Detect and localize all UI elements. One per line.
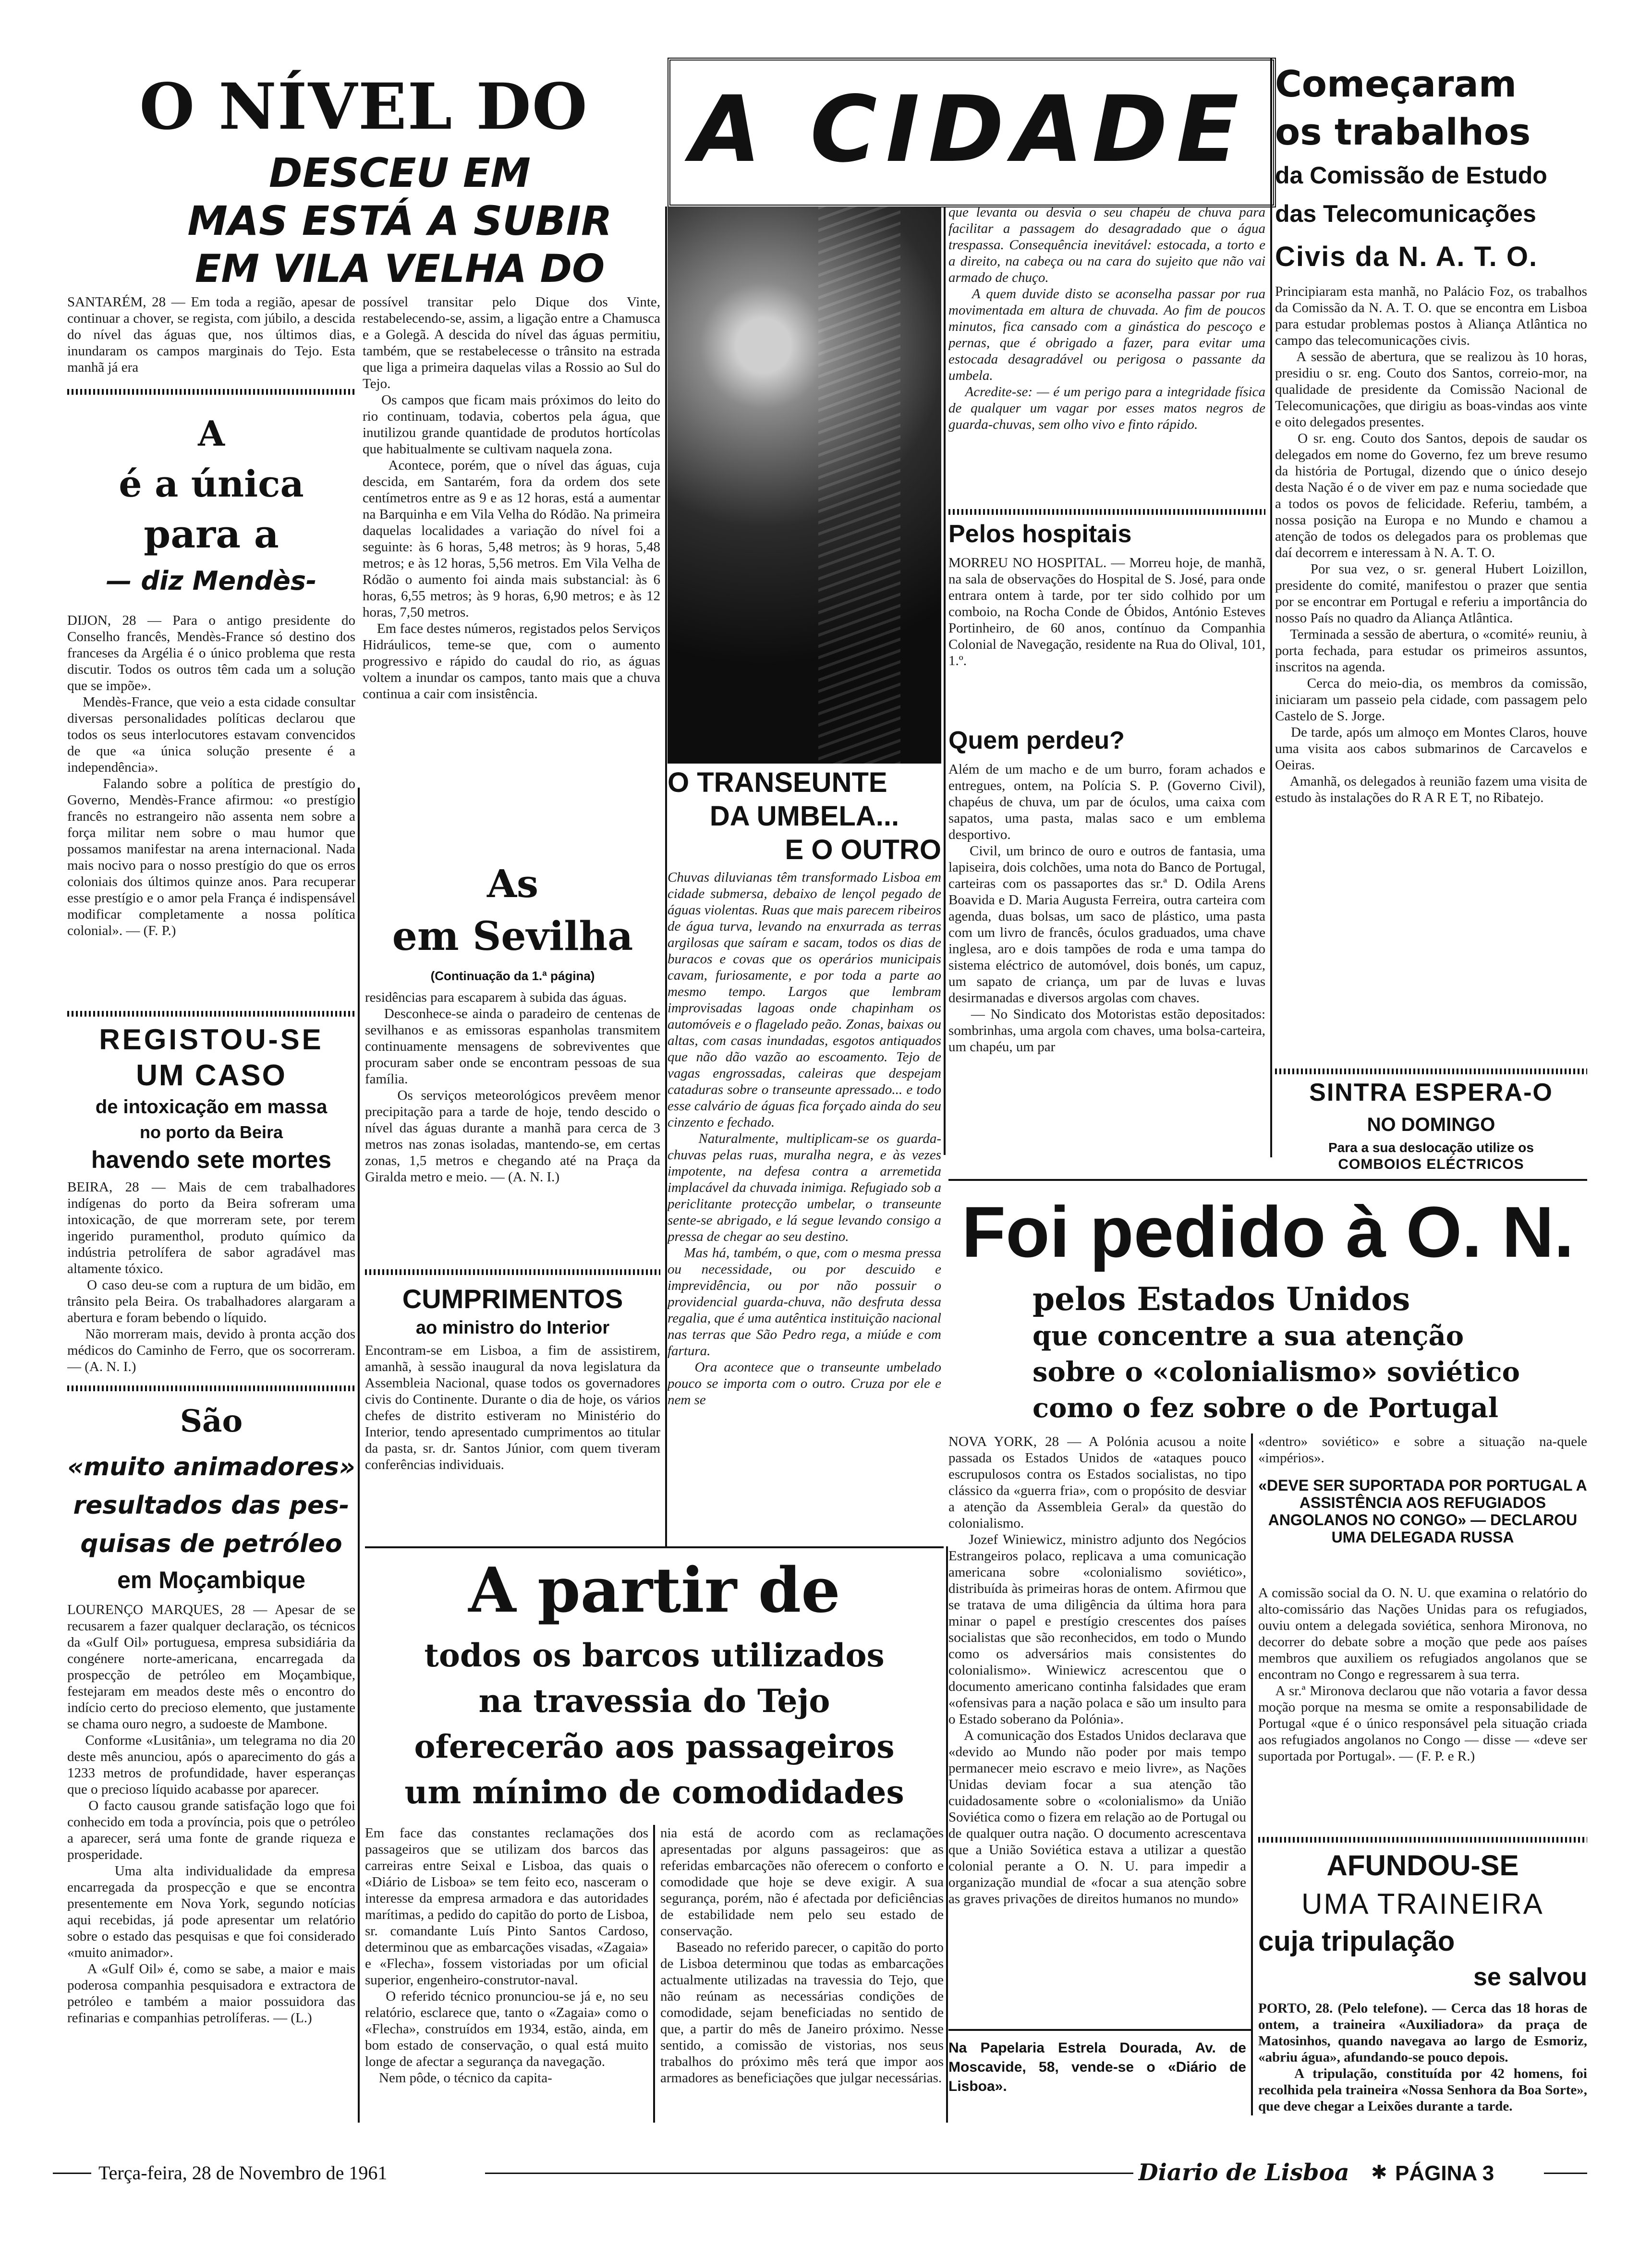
nato-headline-1: Começaram <box>1275 62 1517 105</box>
janeiro-subhead-3: oferecerão aos passageiros <box>414 1728 895 1765</box>
divider <box>365 1269 660 1275</box>
footer-rule <box>1544 2173 1587 2174</box>
janeiro-subhead-4: um mínimo de comodidades <box>404 1773 904 1811</box>
petroleo-subhead-4: em Moçambique <box>117 1567 305 1593</box>
column-rule <box>653 1825 655 2123</box>
argelia-body: DIJON, 28 — Para o antigo presidente do Conselho francês, Mendès-France só destino dos franceses da Argélia é o único problema que resta discutir. Todos os outros têm cada um a solução que se impõe». Mendès-France, que veio a esta cidade consultar diversas personalidades políticas declarou que todos os seus interlocutores estavam convencidos de que «a única solução presente é a independência». Falando sobre a política de prestígio do Governo, Mendès-France afirmou: «o prestígio francês no estrangeiro não assenta nem sobre a força militar nem sobre o mau humor que possamos manifestar na arena internacional. Nada mais nocivo para o nosso prestígio do que os erros coloniais dos últimos quinze anos. Para recuperar esse prestígio e o amor pela França é indispensável modificar completamente a nossa política colonial». — (F. P.) <box>67 613 355 938</box>
beira-subhead-2: de intoxicação em massa <box>95 1096 328 1117</box>
cumprimentos-headline: CUMPRIMENTOS <box>402 1284 623 1314</box>
sintra-headline: SINTRA ESPERA-O <box>1309 1079 1553 1106</box>
tejo-subhead-1: DESCEU EM <box>268 149 531 196</box>
traineira-subhead-3: se salvou <box>1473 1963 1587 1991</box>
janeiro-column-a: Em face das constantes reclamações dos passageiros que se utilizam dos barcos das carreiras entre Seixal e Lisboa, das quais o «Diário de Lisboa» se tem feito eco, nasceram o interesse da empresa armadora e das autoridades marítimas, a pedido do capitão do porto de Lisboa, sr. comandante Luís Pinto Santos Cardoso, determinou que as embarcações visadas, «Zagaia» e «Flecha», fossem vistoriadas por um oficial superior, engenheiro-construtor-naval. O referido técnico pronunciou-se já e, no seu relatório, esclarece que, tanto o «Zagaia» como o «Flecha», construídos em 1934, estão, ainda, em bom estado de conservação, o qual está muito longe de afectar a segurança da navegação. Nem pôde, o técnico da capita- <box>365 1825 648 2086</box>
cumprimentos-body: Encontram-se em Lisboa, a fim de assistirem, amanhã, à sessão inaugural da nova legislatura da Assembleia Nacional, quase todos os governadores civis do Continente. Durante o dia de hoje, os vários chefes de distrito estiveram no Ministério do Interior, tendo apresentado cumprimentos ao titular da pasta, sr. dr. Santos Júnior, com quem tiveram conferências individuais. <box>365 1343 660 1472</box>
onu-column-a: NOVA YORK, 28 — A Polónia acusou a noite passada os Estados Unidos de «ataques pouco escrupulosos contra os Estados socialistas, no tipo clássico da «guerra fria», com o propósito de desviar a atenção da Assembleia Geral» da questão do colonialismo. Jozef Winiewicz, ministro adjunto dos Negócios Estrangeiros polaco, replicava a uma comunicação americana sobre «colonialismo soviético», distribuída às primeiras horas de ontem. Afirmou que se tratava de uma diligência da última hora para minar o papel e prestígio crescentes dos países socialistas que são reconhecidos, em todo o Mundo como os adversários mais consistentes do colonialismo». Winiewicz acrescentou que o documento americano continha falsidades que eram «ofensivas para a nação polaca e são um insulto para o Estado soberano da Polónia». A comunicação dos Estados Unidos declarava que «devido ao Mundo não poder por mais tempo permanecer meio escravo e meio livre», as Nações Unidas deviam focar a sua atenção tão cuidadosamente sobre o «colonialismo» da União Soviética como o fizera em relação ao de Portugal ou de qualquer outra nação. O documento acrescentava que a União Soviética estava a utilizar a questão colonial perante a O. N. U. para impedir a organização mundial de «focar a sua atenção sobre as graves privações de direitos humanos no mundo» <box>948 1434 1246 1907</box>
sintra-subhead: NO DOMINGO <box>1367 1114 1495 1135</box>
column-rule <box>1270 58 1272 1157</box>
beira-body: BEIRA, 28 — Mais de cem trabalhadores indígenas do porto da Beira sofreram uma intoxicação, de que morreram sete, por terem ingerido puramenthol, produto químico da indústria petrolífera de sabor agradável mas altamente tóxico. O caso deu-se com a ruptura de um bidão, em trânsito pela Beira. Os trabalhadores alargaram a abertura e foram bebendo o líquido. Não morreram mais, devido à pronta acção dos médicos do Caminho de Ferro, que os socorreram. — (A. N. I.) <box>67 1179 355 1374</box>
argelia-subhead-1: é a única <box>119 462 304 505</box>
star-icon: ✱ <box>1371 2162 1387 2184</box>
hospitais-body: MORREU NO HOSPITAL. — Morreu hoje, de manhã, na sala de observações do Hospital de S. José, para onde entrara ontem à tarde, por ter sido colhido por um comboio, na Rocha Conde de Óbidos, António Esteves Portinheiro, de 60 anos, contínuo da Companhia Colonial de Navegação, residente na Rua do Olival, 101, 1.º. <box>948 555 1265 668</box>
transeunte-headline-1: O TRANSEUNTE <box>668 767 887 798</box>
cidade-column-b: Chuvas diluvianas têm transformado Lisboa em cidade submersa, debaixo de lençol pegado de águas violentas. Ruas que mais parecem ribeiros de água turva, levando na enxurrada as terras argilosas que saíram e sacam, todos os dias de buracos e covas que os operários municipais cavam, furiosamente, e por toda a parte ao mesmo tempo. Largos que lembram improvisadas lagoas onde chapinham os automóveis e o flagelado peão. Zonas, baixas ou altas, com casas inundadas, esgotos antiquados que não dão vazão ao escoamento. Tejo de vagas engrossadas, caleiras que despejam cataduras sobre o transeunte apressado... e todo esse calvário de águas fica forçado ainda do seu cinzento e fechado. Naturalmente, multiplicam-se os guarda-chuvas pelas ruas, muralha negra, e às vezes impotente, na defesa contra a arremetida implacável da chuvada inimiga. Refugiado sob a periclitante protecção umbelar, o transeunte sente-se abrigado, e lá segue levando consigo a pressa de chegar ao seu destino. Mas há, também, o que, com o mesma pressa ou necessidade, ou por descuido e imprevidência, ou por não possuir o providencial guarda-chuva, não desfruta dessa regalia, que é uma autêntica instituição nacional nas terras que São Pedro rega, a miúde e com fartura. Ora acontece que o transeunte umbelado pouco se importa com o outro. Cruza por ele e nem se <box>668 870 941 1408</box>
onu-column-b: «dentro» soviético» e sobre a situação na-quele «impérios». <box>1258 1434 1587 1466</box>
footer-date: Terça-feira, 28 de Novembro de 1961 <box>98 2162 388 2184</box>
divider <box>67 1011 355 1017</box>
column-rule <box>358 788 360 2123</box>
divider <box>1275 1069 1587 1074</box>
tejo-body-left: SANTARÉM, 28 — Em toda a região, apesar de continuar a chover, se regista, com júbilo, a descida do nível das águas que, nos últimos dias, inundaram os campos marginais do Tejo. Esta manhã já era <box>67 294 355 375</box>
divider <box>1258 1837 1587 1843</box>
tejo-body-right: possível transitar pelo Dique dos Vinte, restabelecendo-se, assim, a ligação entre a Chamusca e a Golegã. A descida do nível das águas permitiu, também, que se restabelecesse o trânsito na estrada que liga a primeira daquelas vilas a Rossio ao Sul do Tejo. Os campos que ficam mais próximos do leito do rio continuam, todavia, cobertos pela água, que inutilizou grande quantidade de produtos hortícolas que habitualmente se cultivam naquela zona. Acontece, porém, que o nível das águas, cuja descida, em Santarém, fora da ordem dos sete centímetros entre as 9 e as 12 horas, está a aumentar na Barquinha e em Vila Velha do Ródão. Na primeira daquelas localidades a variação do nível foi a seguinte: às 6 horas, 5,48 metros; às 9 horas, 5,48 metros; e às 12 horas, 5,56 metros. Em Vila Velha de Ródão o aumento foi ainda mais substancial: às 6 horas, 6,55 metros; às 9 horas, 6,90 metros; e às 12 horas, 7,50 metros. Em face destes números, registados pelos Serviços Hidráulicos, teme-se que, com o aumento progressivo e rápido do caudal do rio, as águas voltem a inundar os campos, tanto mais que a chuva continua a cair com insistência. <box>363 294 660 702</box>
hospitais-headline: Pelos hospitais <box>948 520 1132 548</box>
sintra-line-1: Para a sua deslocação utilize os <box>1328 1140 1534 1155</box>
cumprimentos-subhead: ao ministro do Interior <box>415 1318 610 1338</box>
transeunte-headline-2: DA UMBELA... <box>709 801 899 832</box>
argelia-byline: — diz Mendès- <box>106 566 317 596</box>
onu-subhead-4: como o fez sobre o de Portugal <box>1032 1392 1498 1424</box>
petroleo-subhead-3: quisas de petróleo <box>80 1530 342 1558</box>
beira-subhead-4: havendo sete mortes <box>91 1146 332 1173</box>
beira-headline: REGISTOU-SE <box>99 1023 324 1056</box>
petroleo-subhead-2: resultados das pes- <box>73 1491 350 1520</box>
quem-perdeu-headline: Quem perdeu? <box>948 727 1125 754</box>
janeiro-column-b: nia está de acordo com as reclamações apresentadas por alguns passageiros: que as referidas embarcações não oferecem o conforto e comodidade que hoje se deve exigir. A sua segurança, porém, não é afectada por deficiências de estabilidade nem pelo seu estado de conservação. Baseado no referido parecer, o capitão do porto de Lisboa determinou que todas as embarcações actualmente utilizadas na travessia do Tejo, que não reúnam as necessárias condições de comodidade, sejam beneficiadas no sentido de que, a partir do mês de Janeiro próximo. Nesse sentido, a comissão de vistorias, nos seus trabalhos do próximo mês terá que impor aos armadores as beneficiações que julgar necessárias. <box>660 1825 944 2086</box>
beira-subhead-3: no porto da Beira <box>139 1122 283 1142</box>
cidade-masthead: A CIDADE <box>690 76 1248 182</box>
nato-subhead-2: das Telecomunicações <box>1275 200 1536 227</box>
sintra-line-2: COMBOIOS ELÉCTRICOS <box>1338 1156 1524 1172</box>
papelaria-notice: Na Papelaria Estrela Dourada, Av. de Moscavide, 58, vende-se o «Diário de Lisboa». <box>948 2040 1246 2094</box>
column-rule <box>665 206 667 1546</box>
janeiro-subhead-2: na travessia do Tejo <box>478 1682 830 1720</box>
column-rule <box>1251 1433 1253 2115</box>
nato-body: Principiaram esta manhã, no Palácio Foz, os trabalhos da Comissão da N. A. T. O. que se encontra em Lisboa para estudar problemas postos à Aliança Atlântica no campo das telecomunicações civis. A sessão de abertura, que se realizou às 10 horas, presidiu o sr. eng. Couto dos Santos, correio-mor, na qualidade de presidente da Comissão Nacional de Telecomunicações, que dirigiu as boas-vindas aos vinte e oito delegados presentes. O sr. eng. Couto dos Santos, depois de saudar os delegados em nome do Governo, fez um breve resumo da história de Portugal, dizendo que o único desejo desta Nação é o de viver em paz e numa sociedade que a todos os povos de felicidade. Referiu, também, a nossa posição na Europa e no Mundo e chamou a atenção de todos os delegados para os problemas que daí decorrem e interessam à N. A. T. O. Por sua vez, o sr. general Hubert Loizillon, presidente do comité, manifestou o prazer que sentia por se encontrar em Portugal e referiu a importância do nosso País no quadro da Aliança Atlântica. Terminada a sessão de abertura, o «comité» reuniu, à porta fechada, para estudar os primeiros assuntos, inscritos na agenda. Cerca do meio-dia, os membros da comissão, iniciaram um passeio pela cidade, com passagem pelo Castelo de S. Jorge. De tarde, após um almoço em Montes Claros, houve uma visita aos cabos submarinos de Carcavelos e Oeiras. Amanhã, os delegados à reunião fazem uma visita de estudo às instalações do R A R E T, no Ribatejo. <box>1275 284 1587 805</box>
petroleo-headline: São <box>180 1403 243 1439</box>
rule <box>948 2029 1251 2031</box>
footer-rule <box>53 2173 91 2174</box>
sevilha-subhead: em Sevilha <box>392 913 633 959</box>
rule <box>948 1179 1587 1181</box>
column-rule <box>944 206 946 1155</box>
footer-rule <box>485 2173 1133 2174</box>
argelia-headline: A <box>198 413 225 454</box>
onu-deve-headline: «DEVE SER SUPORTADA POR PORTUGAL A ASSISTÊNCIA AOS REFUGIADOS ANGOLANOS NO CONGO» — DECLAROU UMA DELEGADA RUSSA <box>1258 1477 1587 1546</box>
cidade-column-a: que levanta ou desvia o seu chapéu de chuva para facilitar a passagem do desagradado que o água trespassa. Consequência inevitável: estocada, a torto e a direito, na cabeça ou na cara do sujeito que não vai armado de chuço. A quem duvide disto se aconselha passar por rua movimentada em altura de chuvada. Ao fim de poucos minutos, fica cansado com a ginástica do pescoço e pernas, que é obrigado a fazer, para evitar uma estocada desagradável ou perigosa o passante da umbela. Acredite-se: — é um perigo para a integridade física de qualquer um vagar por esses matos negros de guarda-chuvas, sem olho vivo e finto rápido. <box>948 205 1265 432</box>
onu-headline: Foi pedido à O. N. <box>961 1191 1574 1272</box>
sevilha-continuation: (Continuação da 1.ª página) <box>430 969 595 983</box>
petroleo-subhead-1: «muito animadores» <box>67 1453 355 1482</box>
divider <box>67 1385 355 1391</box>
petroleo-body: LOURENÇO MARQUES, 28 — Apesar de se recusarem a fazer qualquer declaração, os técnicos da «Gulf Oil» portuguesa, empresa subsidiária da congénere norte-americana, encarregada da prospecção de petróleo em Moçambique, festejaram em meados deste mês o encontro do indício certo do precioso elemento, que justamente se chama ouro negro, a sudoeste de Mambone. Conforme «Lusitânia», um telegrama no dia 20 deste mês anunciou, após o aparecimento do gás a 1233 metros de profundidade, haver esperanças que o precioso líquido acabasse por aparecer. O facto causou grande satisfação logo que foi conhecido em toda a província, pois que o petróleo a aparecer, será uma fonte de grande riqueza e prosperidade. Uma alta individualidade da empresa encarregada da prospecção e que se encontra presentemente em Nova York, segundo notícias aqui recebidas, já pode apresentar um relatório sobre o estado das pesquisas e que foi considerado «muito animador». A «Gulf Oil» é, como se sabe, a maior e mais poderosa companhia pesquisadora e extractora de petróleo e também a maior possuidora das refinarias e companhias petrolíferas. — (L.) <box>67 1602 355 2026</box>
sevilha-body: residências para escaparem à subida das águas. Desconhece-se ainda o paradeiro de centenas de sevilhanos e as emissoras espanholas transmitem continuamente mensagens de sobreviventes que procuram saber onde se encontram pessoas de sua família. Os serviços meteorológicos prevêem menor precipitação para a tarde de hoje, tendo descido o nível das águas durante a manhã para cerca de 3 metros nas zonas isoladas, mantendo-se, em certas zonas, 1,5 metros e chegando até na Praça da Giralda metro e meio. — (A. N. I.) <box>365 990 660 1185</box>
traineira-subhead-1: UMA TRAINEIRA <box>1301 1888 1544 1920</box>
umbrella-photo <box>668 206 941 764</box>
traineira-headline: AFUNDOU-SE <box>1326 1849 1519 1882</box>
argelia-subhead-2: para a <box>144 511 279 557</box>
janeiro-subhead-1: todos os barcos utilizados <box>424 1637 885 1674</box>
traineira-subhead-2: cuja tripulação <box>1258 1926 1455 1957</box>
footer-paper-name: Diario de Lisboa <box>1138 2159 1349 2186</box>
divider <box>67 389 355 395</box>
footer-page-number: PÁGINA 3 <box>1395 2162 1494 2185</box>
onu-subhead-2: que concentre a sua atenção <box>1032 1320 1464 1352</box>
traineira-body: PORTO, 28. (Pelo telefone). — Cerca das 18 horas de ontem, a traineira «Auxiliadora» da praça de Matosinhos, quando navegava ao largo de Esmoriz, «abriu água», afundando-se pouco depois. A tripulação, constituída por 42 homens, foi recolhida pela traineira «Nossa Senhora da Boa Sorte», que deve chegar a Leixões durante a tarde. <box>1258 2001 1587 2114</box>
tejo-headline: O NÍVEL DO <box>139 70 588 144</box>
column-rule <box>946 1546 948 2123</box>
nato-headline-2: os trabalhos <box>1275 110 1531 153</box>
transeunte-headline-3: E O OUTRO <box>785 834 941 865</box>
onu-column-c: A comissão social da O. N. U. que examina o relatório do alto-comissário das Nações Unidas para os refugiados, ouviu ontem a delegada soviética, senhora Mironova, no decorrer do debate sobre a moção que pede aos países membros que auxiliem os refugiados angolanos que se encontram no Congo e regressarem à sua terra. A sr.ª Mironova declarou que não votaria a favor dessa moção porque na mesma se omite a responsabilidade de Portugal «que é o único responsável pela situação criada aos refugiados angolanos no Congo — disse — «deve ser suportada por Portugal». — (F. P. e R.) <box>1258 1585 1587 1764</box>
tejo-subhead-2: MAS ESTÁ A SUBIR <box>187 197 612 244</box>
onu-subhead-1: pelos Estados Unidos <box>1032 1280 1410 1318</box>
quem-perdeu-body: Além de um macho e de um burro, foram achados e entregues, ontem, na Polícia S. P. (Governo Civil), chapéus de chuva, um par de óculos, uma caixa com sapatos, uma pasta, malas saco e um emblema desportivo. Civil, um brinco de ouro e outros de fantasia, uma lapiseira, dois colchões, uma nota do Banco de Portugal, carteiras com os passaportes das sr.ª D. Odila Arens Boavida e D. Maria Augusta Ferreira, outra carteira com agenda, duas bolsas, um saco de plástico, uma pasta com um livro de francês, óculos graduados, uma chave inglesa, aro e dois tampões de roda e uma tampa do sistema eléctrico de automóvel, dois bonés, um capuz, um sapato de criança, um par de luvas e luvas desirmanadas e diversos argolas com chaves. — No Sindicato dos Motoristas estão depositados: sombrinhas, uma argola com chaves, uma bolsa-carteira, um chapéu, um par <box>948 762 1265 1055</box>
nato-subhead-1: da Comissão de Estudo <box>1275 162 1547 189</box>
onu-subhead-3: sobre o «colonialismo» soviético <box>1032 1356 1520 1388</box>
rule <box>365 1546 944 1548</box>
tejo-subhead-3: EM VILA VELHA DO <box>194 246 605 291</box>
nato-subhead-3: Civis da N. A. T. O. <box>1275 241 1538 272</box>
sevilha-headline: As <box>486 861 539 906</box>
janeiro-headline: A partir de <box>468 1555 840 1627</box>
beira-subhead-1: UM CASO <box>136 1059 287 1092</box>
divider <box>948 509 1265 515</box>
